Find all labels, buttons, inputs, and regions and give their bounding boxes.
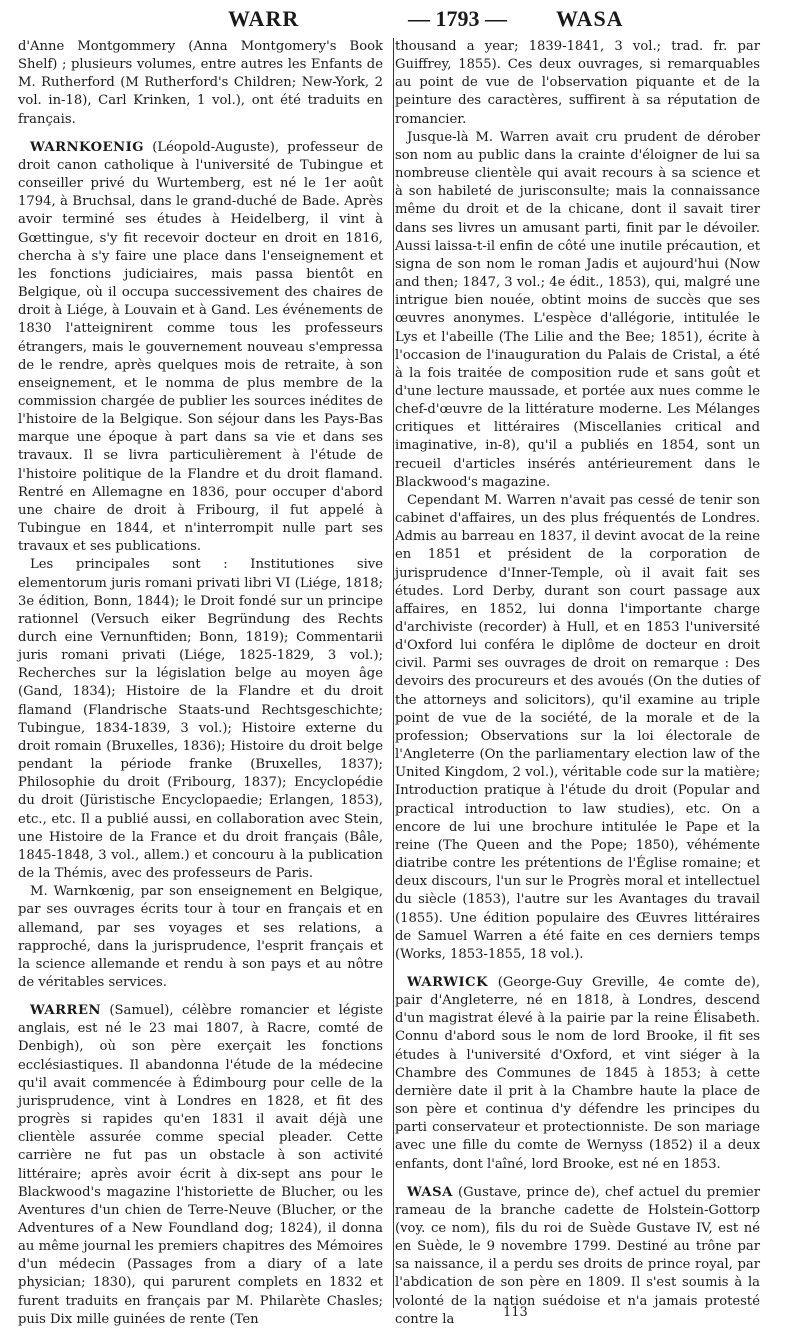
entry-warnkoenig (18, 139, 383, 557)
entry-continuation: thousand a year; 1839-1841, 3 vol.; trad. fr. par Guiffrey, 1855). Ces deux ouvrages, si remarquables au point de vue de l'observation piquante et de la peinture des caractères, suffirent à sa réputation de romancier. (395, 39, 760, 127)
entry-wasa (395, 1184, 760, 1329)
entry-warren (18, 1002, 383, 1329)
entry-text: (Samuel), célèbre romancier et légiste anglais, est né le 23 mai 1807, à Racre, comté de Denbigh), où son père exerçait les fonctions ecclésiastiques. Il abandonna l'étude de la médecine qu'il avait commencée à Édimbourg pour celle de la jurisprudence, vint à Londres en 1828, et fit des progrès si rapides qu'en 1831 il avait déjà une clientèle assurée comme special pleader. Cette carrière ne fut pas un obstacle à son activité littéraire; après avoir écrit à dix-sept ans pour le Blackwood's magazine l'historiette de Blucher, ou les Aventures d'un chien de Terre-Neuve (Blucher, or the Adventures of a New Foundland dog; 1824), il donna au même journal les premiers chapitres des Mémoires d'un médecin (Passages from a diary of a late physician; 1830), qui parurent complets en 1832 et furent traduits en français par M. Philarète Chasles; puis Dix mille guinées de rente (Ten (18, 1003, 383, 1327)
headword: WASA (407, 1184, 453, 1200)
header-left-guideword: WARR (228, 6, 300, 31)
headword: WARREN (30, 1003, 101, 1019)
paragraph: Cependant M. Warren n'avait pas cessé de tenir son cabinet d'affaires, un des plus fréquentés de Londres. Admis au barreau en 1837, il devint avocat de la reine en 1851 et président de la corporation de jurisprudence d'Inner-Temple, où il avait fait ses études. Lord Derby, durant son court passage aux affaires, en 1852, lui donna l'importante charge d'archiviste (recorder) à Hull, et en 1853 l'université d'Oxford lui conféra le diplôme de docteur en droit civil. Parmi ses ouvrages de droit on remarque : Des devoirs des procureurs et des avoués (On the duties of the attorneys and solicitors), qu'il examine au triple point de vue de la société, de la morale et de la profession; Observations sur la loi électorale de l'Angleterre (On the parliamentary election law of the United Kingdom, 2 vol.), véritable code sur la matière; Introduction pratique à l'étude du droit (Popular and practical introduction to law studies), etc. On a encore de lui une brochure intitulée le Pape et la reine (The Queen and the Pope; 1850), véhémente diatribe contre les prétentions de l'Église romaine; et deux discours, l'un sur le Progrès moral et intellectuel du siècle (1853), l'autre sur les Avantages du travail (1855). Une édition populaire des Œuvres littéraires de Samuel Warren a été faite en ces derniers temps (Works, 1853-1855, 18 vol.). (395, 492, 760, 962)
entry-text: (Léopold-Auguste), professeur de droit canon catholique à l'université de Tubingue et conseiller privé du Wurtemberg, est né le 1er août 1794, à Bruchsal, dans le grand-duché de Bade. Après avoir terminé ses études à Heidelberg, il vint à Gœttingue, s'y fit recevoir docteur en droit en 1816, chercha à s'y faire une place dans l'enseignement et les fonctions judiciaires, mais passa bientôt en Belgique, où il occupa successivement des chaires de droit à Liége, à Louvain et à Gand. Les événements de 1830 l'atteignirent comme tous les professeurs étrangers, mais le gouvernement nouveau s'empressa de le rendre, après quelques mois de retraite, à son enseignement, et le nomma de plus membre de la commission chargée de publier les sources inédites de l'histoire de la Belgique. Son séjour dans les Pays-Bas marque une époque à part dans sa vie et dans ses travaux. Il se livra particulièrement à l'étude de l'histoire politique de la Flandre et du droit flamand. Rentré en Allemagne en 1836, pour occuper d'abord une chaire de droit à Fribourg, il fut appelé à Tubingue en 1844, et n'interrompit nulle part ses travaux et ses publications. (18, 139, 383, 555)
paragraph: Jusque-là M. Warren avait cru prudent de dérober son nom au public dans la crainte d'éloigner de lui sa nombreuse clientèle qui avait recours à sa science et à son habileté de jurisconsulte; mais la connaissance même du droit et de la chicane, dont il savait tirer dans ses livres un amusant parti, finit par le dévoiler. Aussi laissa-t-il enfin de côté une inutile précaution, et signa de son nom le roman Jadis et aujourd'hui (Now and then; 1847, 3 vol.; 4e édit., 1853), qui, malgré une intrigue bien nouée, obtint moins de succès que ses œuvres anonymes. L'espèce d'allégorie, intitulée le Lys et l'abeille (The Lilie and the Bee; 1851), écrite à l'occasion de l'inauguration du Palais de Cristal, a été à la fois traitée de composition rude et sans goût et d'une lecture maussade, et portée aux nues comme le chef-d'œuvre de la littérature moderne. Les Mélanges critiques et littéraires (Miscellanies critical and imaginative, in-8), qu'il a publiés en 1854, sont un recueil d'articles insérés antérieurement dans le Blackwood's magazine. (395, 129, 760, 490)
entry-continuation: d'Anne Montgommery (Anna Montgomery's Book Shelf) ; plusieurs volumes, entre autres les Enfants de M. Rutherford (M Rutherford's Children; New-York, 2 vol. in-18), Carl Krinken, 1 vol.), ont été traduits en français. (18, 39, 383, 127)
entry-text: (Gustave, prince de), chef actuel du premier rameau de la branche cadette de Holstein-Gottorp (voy. ce nom), fils du roi de Suède Gustave IV, est né en Suède, le 9 novembre 1799. Destiné au trône par sa naissance, il a perdu ses droits de prince royal, par l'abdication de son père en 1809. Il s'est soumis à la volonté de la nation suédoise et n'a jamais protesté contre la (395, 1184, 760, 1327)
paragraph: M. Warnkœnig, par son enseignement en Belgique, par ses ouvrages écrits tour à tour en français et en allemand, par ses voyages et ses relations, a rapproché, dans la jurisprudence, l'esprit français et la science allemande et rendu à son pays et au nôtre de véritables services. (18, 884, 383, 990)
paragraph: Les principales sont : Institutiones sive elementorum juris romani privati libri VI (Liége, 1818; 3e édition, Bonn, 1844); le Droit fondé sur un principe rationnel (Versuch eiker Begründung des Rechts durch eine Vernunftiden; Bonn, 1819); Commentarii juris romani privati (Liége, 1825-1829, 3 vol.); Recherches sur la législation belge au moyen âge (Gand, 1834); Histoire de la Flandre et du droit flamand (Flandrische Staats-und Rechtsgeschichte; Tubingue, 1834-1839, 3 vol.); Histoire externe du droit romain (Bruxelles, 1836); Histoire du droit belge pendant la période franke (Bruxelles, 1837); Philosophie du droit (Fribourg, 1837); Encyclopédie du droit (Jüristische Encyclopaedie; Erlangen, 1853), etc., etc. Il a publié aussi, en collaboration avec Stein, une Histoire de la France et du droit français (Bâle, 1845-1848, 3 vol., allem.) et concouru à la publication de la Thémis, avec des professeurs de Paris. (18, 557, 383, 882)
headword: WARWICK (407, 974, 489, 990)
entry-warwick (395, 974, 760, 1174)
column-divider (393, 38, 394, 1308)
running-header (18, 4, 760, 38)
left-column (18, 38, 383, 1329)
entry-text: (George-Guy Greville, 4e comte de), pair d'Angleterre, né en 1818, à Londres, descend d'un magistrat élevé à la pairie par la reine Élisabeth. Connu d'abord sous le nom de lord Brooke, il fit ses études à l'université d'Oxford, et vint siéger à la Chambre des Communes de 1845 à 1853; à cette dernière date il prit à la Chambre haute la place de son père et continua d'y défendre les principes du parti conservateur et protectionniste. De son mariage avec une fille du comte de Wernyss (1852) il a deux enfants, dont l'aîné, lord Brooke, est né en 1853. (395, 974, 760, 1172)
folio-number: 113 (503, 1305, 528, 1320)
header-right-guideword: WASA (556, 6, 624, 31)
right-column (395, 38, 760, 1329)
header-page-number: — 1793 — (408, 6, 507, 31)
two-column-body (18, 38, 760, 1329)
headword: WARNKOENIG (30, 139, 144, 155)
